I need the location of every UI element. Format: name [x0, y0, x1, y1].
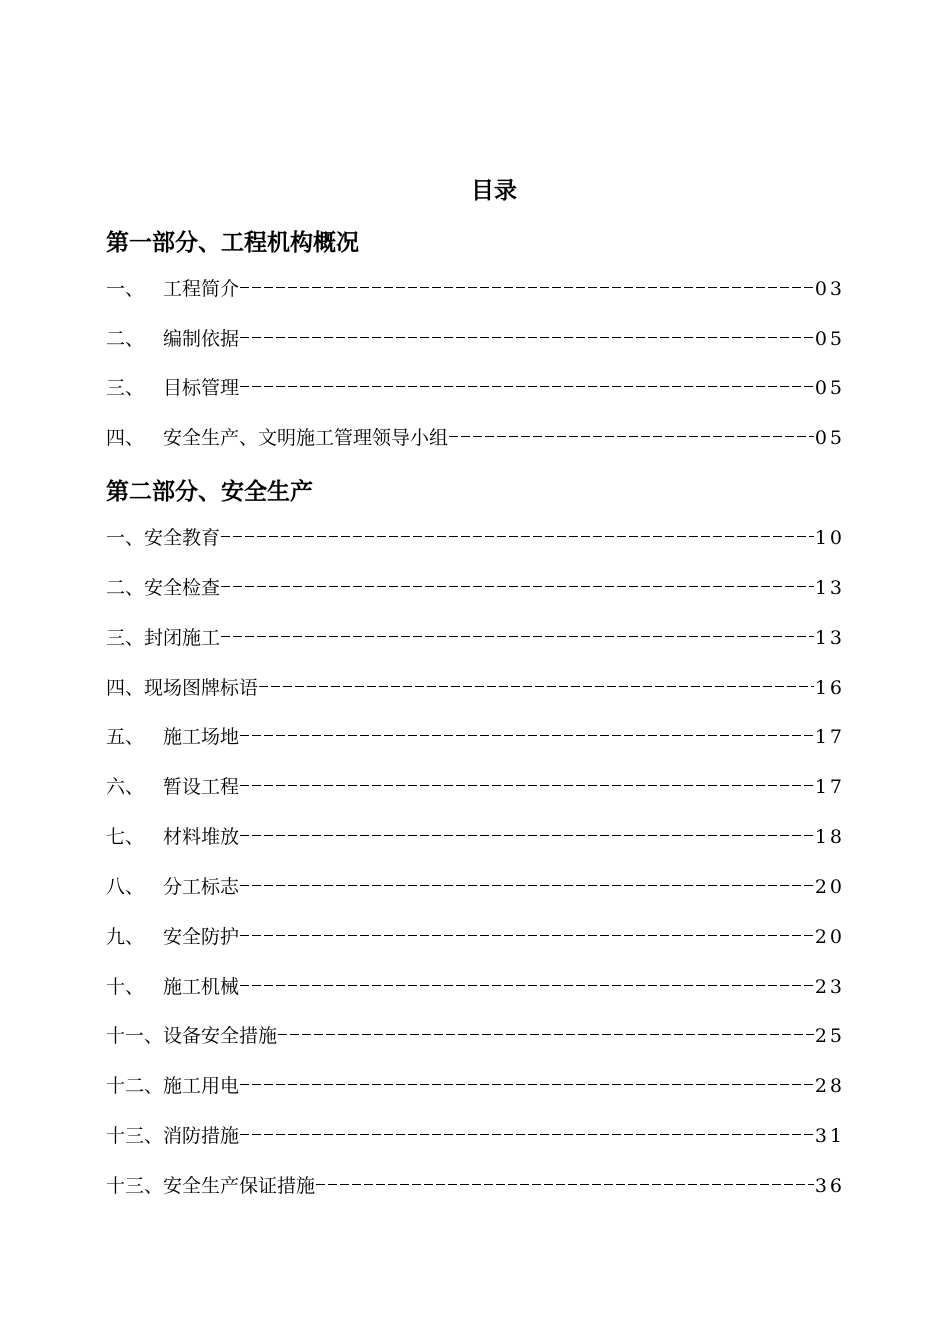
toc-item-page: 18	[814, 826, 845, 848]
toc-item-label: 安全检查	[144, 577, 221, 599]
toc-item-page: 05	[814, 377, 845, 399]
part2-heading: 第二部分、安全生产	[106, 479, 313, 505]
toc-item-number: 九、	[106, 926, 145, 948]
toc-line[interactable]	[106, 423, 845, 451]
toc-item-page: 36	[814, 1175, 845, 1197]
dot-leader	[240, 885, 814, 887]
toc-item-page: 10	[814, 527, 845, 549]
dot-leader	[221, 636, 814, 638]
toc-item-page: 28	[814, 1075, 845, 1097]
part1-heading: 第一部分、工程机构概况	[106, 230, 359, 256]
toc-item-page: 23	[814, 976, 845, 998]
toc-item-label: 目标管理	[163, 377, 240, 399]
dot-leader	[449, 436, 814, 438]
toc-line[interactable]	[106, 922, 845, 950]
toc-line[interactable]	[106, 623, 845, 651]
toc-item-label: 分工标志	[163, 876, 240, 898]
toc-item-label: 编制依据	[163, 328, 240, 350]
toc-line[interactable]	[106, 523, 845, 551]
toc-title: 目录	[471, 178, 517, 204]
toc-item-number: 一、	[106, 527, 145, 549]
toc-item-label: 暂设工程	[163, 776, 240, 798]
toc-item-page: 16	[814, 677, 845, 699]
toc-item-number: 二、	[106, 577, 145, 599]
toc-item-label: 安全防护	[163, 926, 240, 948]
toc-line[interactable]	[106, 274, 845, 302]
dot-leader	[278, 1034, 814, 1036]
toc-item-label: 现场图牌标语	[144, 677, 259, 699]
toc-item-number: 六、	[106, 776, 145, 798]
toc-item-number: 五、	[106, 726, 145, 748]
dot-leader	[221, 536, 814, 538]
toc-item-number: 三、	[106, 377, 145, 399]
toc-item-label: 施工场地	[163, 726, 240, 748]
toc-item-label: 安全生产、文明施工管理领导小组	[163, 427, 449, 449]
dot-leader	[240, 935, 814, 937]
dot-leader	[240, 386, 814, 388]
toc-item-label: 安全教育	[144, 527, 221, 549]
toc-item-number: 一、	[106, 278, 145, 300]
dot-leader	[240, 1084, 814, 1086]
toc-item-number: 三、	[106, 627, 145, 649]
toc-item-page: 31	[814, 1125, 845, 1147]
toc-item-page: 05	[814, 427, 845, 449]
toc-item-number: 十三、	[106, 1125, 164, 1147]
toc-item-number: 四、	[106, 677, 145, 699]
toc-line[interactable]	[106, 573, 845, 601]
toc-item-number: 八、	[106, 876, 145, 898]
toc-item-page: 20	[814, 926, 845, 948]
toc-item-page: 03	[814, 278, 845, 300]
toc-item-label: 材料堆放	[163, 826, 240, 848]
dot-leader	[240, 785, 814, 787]
toc-line[interactable]	[106, 872, 845, 900]
dot-leader	[221, 586, 814, 588]
toc-item-page: 25	[814, 1025, 845, 1047]
toc-item-label: 消防措施	[163, 1125, 240, 1147]
toc-item-number: 十二、	[106, 1075, 164, 1097]
toc-item-number: 十、	[106, 976, 145, 998]
toc-line[interactable]	[106, 822, 845, 850]
toc-item-label: 工程简介	[163, 278, 240, 300]
toc-item-label: 封闭施工	[144, 627, 221, 649]
dot-leader	[240, 287, 814, 289]
toc-line[interactable]	[106, 772, 845, 800]
toc-item-page: 17	[814, 726, 845, 748]
toc-line[interactable]	[106, 1021, 845, 1049]
toc-line[interactable]	[106, 324, 845, 352]
toc-item-page: 05	[814, 328, 845, 350]
dot-leader	[259, 686, 814, 688]
toc-item-number: 十三、	[106, 1175, 164, 1197]
toc-item-number: 七、	[106, 826, 145, 848]
toc-item-label: 设备安全措施	[163, 1025, 278, 1047]
toc-item-page: 13	[814, 577, 845, 599]
toc-line[interactable]	[106, 722, 845, 750]
toc-item-number: 四、	[106, 427, 145, 449]
dot-leader	[316, 1184, 814, 1186]
toc-line[interactable]	[106, 1071, 845, 1099]
toc-line[interactable]	[106, 673, 845, 701]
dot-leader	[240, 735, 814, 737]
toc-item-number: 二、	[106, 328, 145, 350]
toc-item-page: 17	[814, 776, 845, 798]
toc-item-number: 十一、	[106, 1025, 164, 1047]
toc-item-page: 13	[814, 627, 845, 649]
dot-leader	[240, 1134, 814, 1136]
dot-leader	[240, 835, 814, 837]
dot-leader	[240, 337, 814, 339]
toc-line[interactable]	[106, 373, 845, 401]
toc-line[interactable]	[106, 1121, 845, 1149]
toc-line[interactable]	[106, 972, 845, 1000]
toc-item-label: 施工用电	[163, 1075, 240, 1097]
toc-line[interactable]	[106, 1171, 845, 1199]
toc-item-page: 20	[814, 876, 845, 898]
toc-item-label: 安全生产保证措施	[163, 1175, 316, 1197]
toc-item-label: 施工机械	[163, 976, 240, 998]
dot-leader	[240, 985, 814, 987]
